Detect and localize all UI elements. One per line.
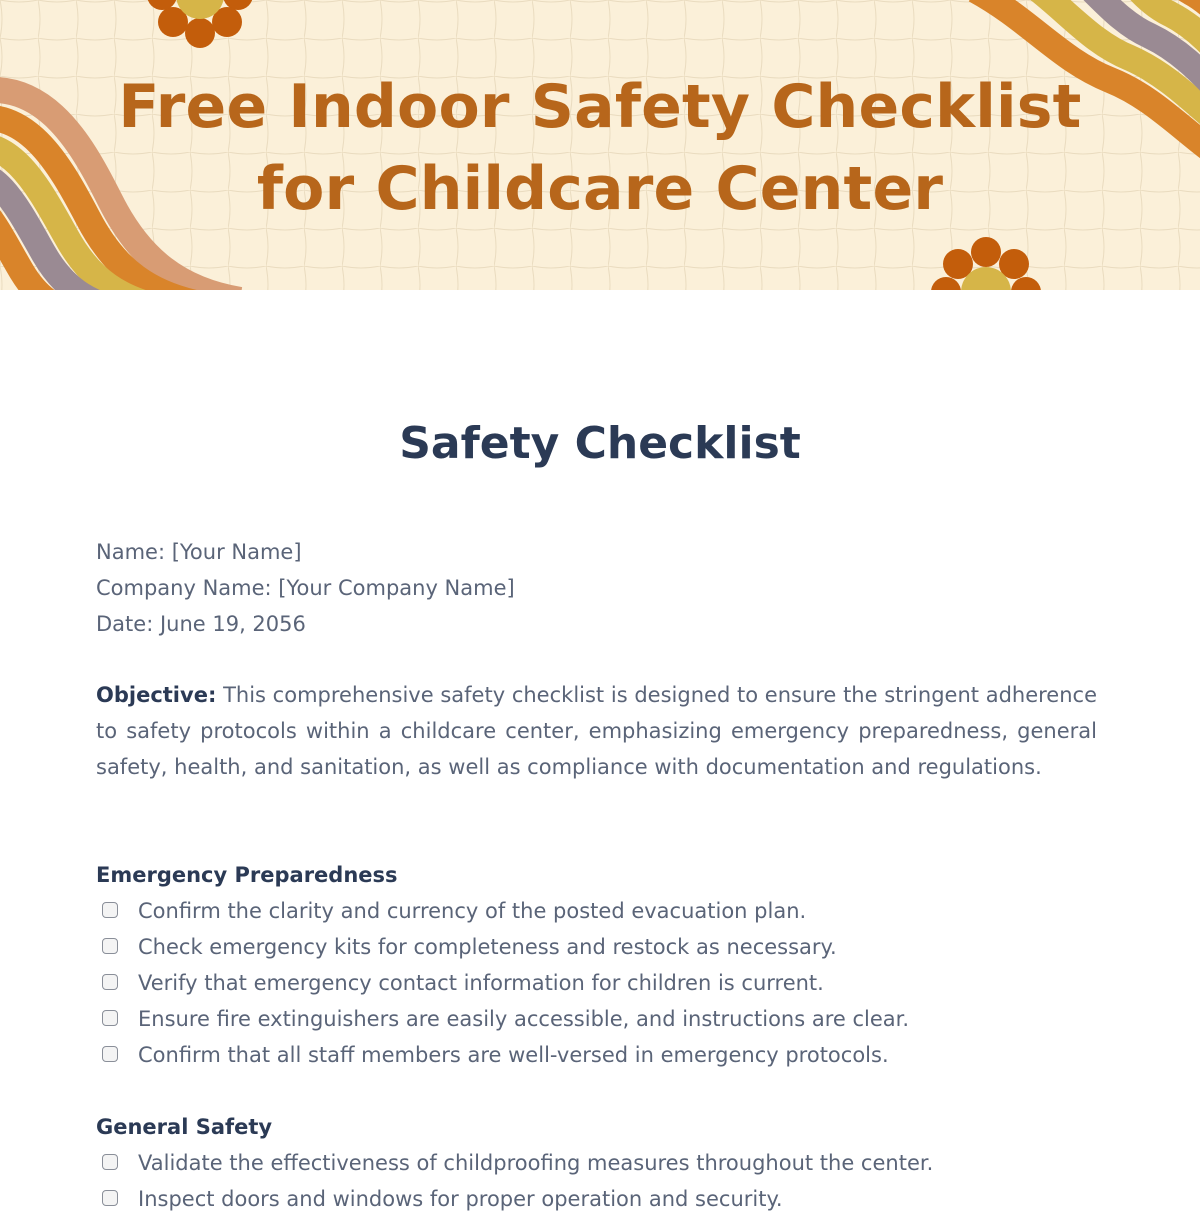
checklist — [96, 1145, 1106, 1217]
document-title: Safety Checklist — [399, 418, 801, 469]
objective-label: Objective: — [96, 683, 217, 707]
checkbox[interactable] — [102, 902, 118, 918]
checklist-item — [96, 1145, 1106, 1181]
checklist-item — [96, 1181, 1106, 1217]
meta-date: Date: June 19, 2056 — [96, 612, 306, 636]
checkbox[interactable] — [102, 1046, 118, 1062]
banner-title-line2: for Childcare Center — [256, 154, 944, 224]
meta-company: Company Name: [Your Company Name] — [96, 576, 515, 600]
objective-paragraph — [96, 677, 1097, 785]
checklist-item — [96, 893, 1106, 929]
checkbox[interactable] — [102, 1010, 118, 1026]
document-meta — [96, 534, 515, 642]
checkbox[interactable] — [102, 1190, 118, 1206]
checklist-item-label: Inspect doors and windows for proper operation and security. — [138, 1187, 783, 1211]
header-banner — [0, 0, 1200, 290]
checkbox[interactable] — [102, 1154, 118, 1170]
checklist-item — [96, 965, 1106, 1001]
checklist-item-label: Confirm the clarity and currency of the posted evacuation plan. — [138, 899, 807, 923]
section-heading: Emergency Preparedness — [96, 863, 398, 887]
checkbox[interactable] — [102, 938, 118, 954]
checklist-item-label: Confirm that all staff members are well-versed in emergency protocols. — [138, 1043, 889, 1067]
checklist — [96, 893, 1106, 1073]
banner-title — [0, 66, 1200, 230]
checklist-item — [96, 929, 1106, 965]
section-emergency-preparedness — [96, 857, 1106, 1073]
checklist-item — [96, 1037, 1106, 1073]
section-heading: General Safety — [96, 1115, 273, 1139]
checklist-item-label: Ensure fire extinguishers are easily accessible, and instructions are clear. — [138, 1007, 910, 1031]
banner-title-line1: Free Indoor Safety Checklist — [118, 72, 1082, 142]
checklist-item-label: Check emergency kits for completeness and restock as necessary. — [138, 935, 837, 959]
checklist-item-label: Verify that emergency contact information for children is current. — [138, 971, 824, 995]
meta-name: Name: [Your Name] — [96, 540, 302, 564]
section-general-safety — [96, 1109, 1106, 1217]
checklist-item-label: Validate the effectiveness of childproofing measures throughout the center. — [138, 1151, 934, 1175]
checkbox[interactable] — [102, 974, 118, 990]
objective-text: This comprehensive safety checklist is designed to ensure the stringent adherence to safety protocols within a childcare center, emphasizing emergency preparedness, general safety, health, and sanitation, as well as compliance with documentation and regulations. — [96, 683, 1097, 779]
checklist-item — [96, 1001, 1106, 1037]
